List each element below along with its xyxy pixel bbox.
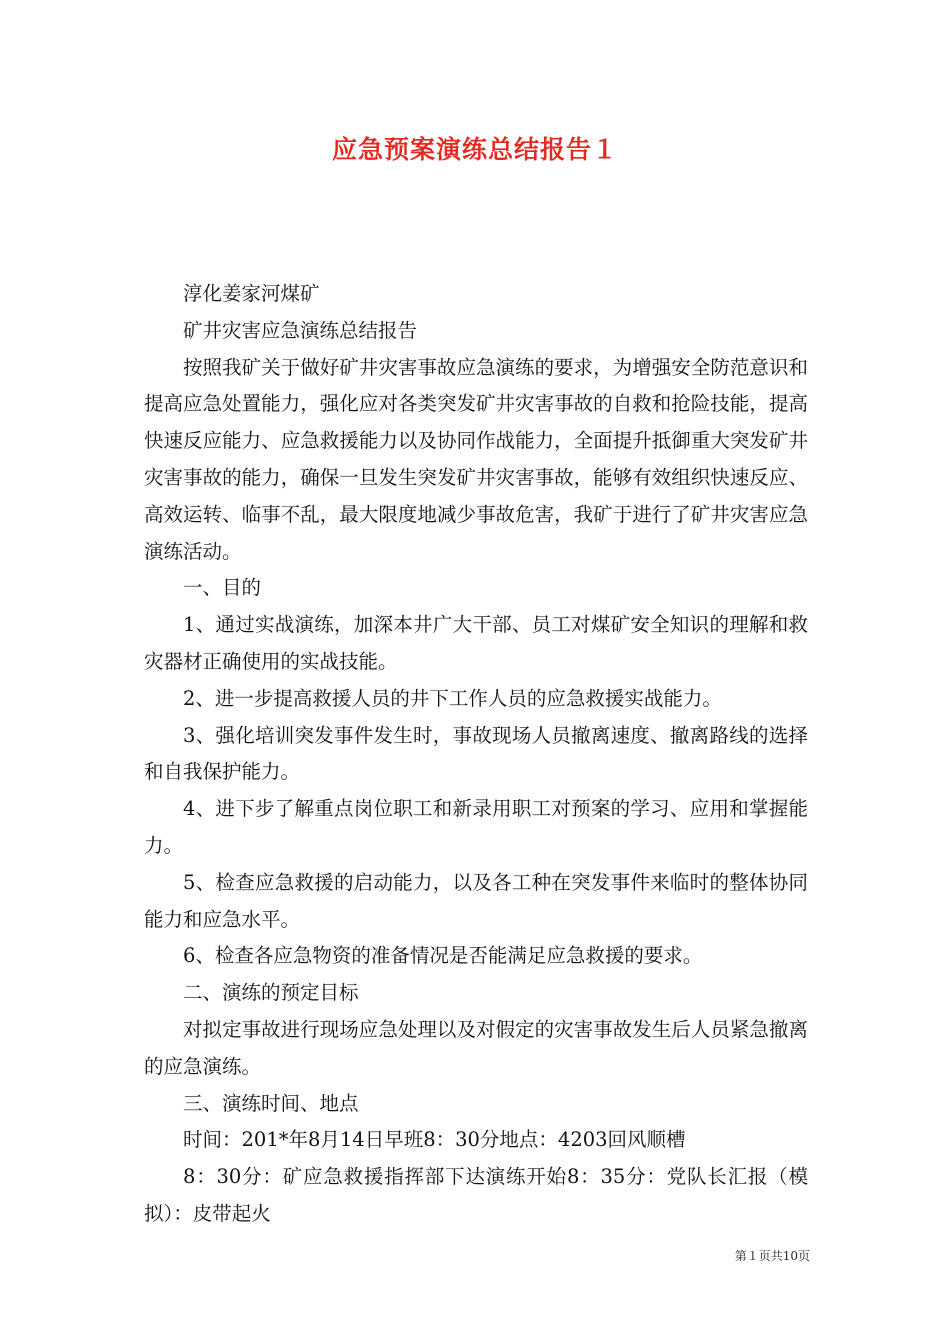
document-body bbox=[144, 276, 808, 1233]
paragraph-time-place: 时间：201*年8月14日早班8：30分地点：4203回风顺槽 bbox=[183, 1128, 686, 1152]
paragraph-mine-name: 淳化姜家河煤矿 bbox=[183, 282, 320, 305]
purpose-item-4: 4、进下步了解重点岗位职工和新录用职工对预案的学习、应用和掌握能力。 bbox=[144, 797, 808, 857]
purpose-item-5: 5、检查应急救援的启动能力，以及各工种在突发事件来临时的整体协同能力和应急水平。 bbox=[144, 870, 808, 931]
purpose-item-2: 2、进一步提高救援人员的井下工作人员的应急救援实战能力。 bbox=[183, 686, 722, 710]
paragraph-schedule: 8：30分：矿应急救援指挥部下达演练开始8：35分：党队长汇报（模拟）：皮带起火 bbox=[144, 1165, 808, 1225]
paragraph-report-title: 矿井灾害应急演练总结报告 bbox=[183, 318, 418, 342]
paragraph-intro: 按照我矿关于做好矿井灾害事故应急演练的要求，为增强安全防范意识和提高应急处置能力，强化应对各类突发矿井灾害事故的自救和抢险技能，提高快速反应能力、应急救援能力以及协同作战能力，全面提升抵御重大突发矿井灾害事故的能力，确保一旦发生突发矿井灾害事故，能够有效组织快速反应、高效运转、临事不乱，最大限度地减少事故危害，我矿于进行了矿井灾害应急演练活动。 bbox=[144, 355, 808, 563]
purpose-item-3: 3、强化培训突发事件发生时，事故现场人员撤离速度、撤离路线的选择和自我保护能力。 bbox=[144, 723, 808, 784]
heading-targets: 二、演练的预定目标 bbox=[183, 981, 359, 1005]
heading-time-place: 三、演练时间、地点 bbox=[183, 1091, 359, 1115]
purpose-item-1: 1、通过实战演练，加深本井广大干部、员工对煤矿安全知识的理解和救灾器材正确使用的实战技能。 bbox=[144, 613, 808, 673]
purpose-item-6: 6、检查各应急物资的准备情况是否能满足应急救援的要求。 bbox=[183, 944, 703, 968]
page-number: 第１页共10页 bbox=[734, 1249, 810, 1263]
document-title: 应急预案演练总结报告１ bbox=[331, 135, 618, 164]
heading-purpose: 一、目的 bbox=[183, 576, 262, 600]
paragraph-targets: 对拟定事故进行现场应急处理以及对假定的灾害事故发生后人员紧急撤离的应急演练。 bbox=[144, 1017, 808, 1078]
